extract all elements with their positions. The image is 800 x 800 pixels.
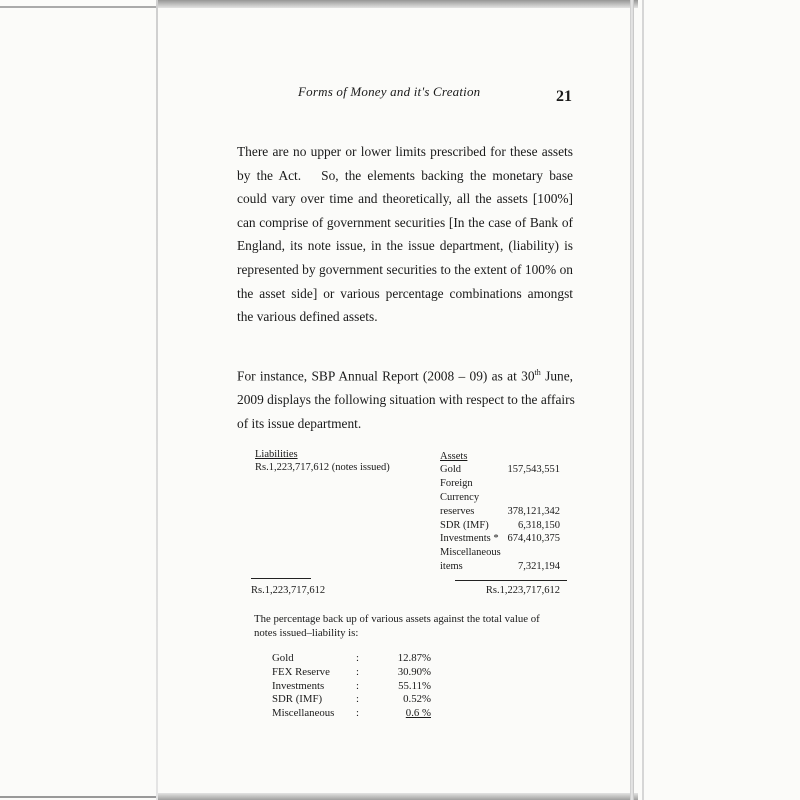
- body-paragraph: [237, 361, 573, 435]
- percentage-label: Investments: [272, 680, 325, 692]
- percentage-value: 12.87%: [397, 652, 431, 664]
- scan-shadow-top: [158, 0, 638, 8]
- percentage-colon: :: [356, 652, 359, 664]
- total-rule: [455, 580, 567, 581]
- paragraph-line: England, its note issue, in the issue department, (liability) is: [237, 238, 573, 254]
- paragraph-line: can comprise of government securities [In the case of Bank of: [237, 214, 573, 230]
- percentage-value: 30.90%: [397, 666, 431, 678]
- scan-edge-line: [0, 6, 158, 8]
- liabilities-heading: Liabilities: [255, 449, 298, 460]
- asset-label: SDR (IMF): [440, 520, 489, 531]
- asset-amount: 157,543,551: [507, 464, 560, 475]
- paragraph-line: the asset side] or various percentage combinations amongst: [237, 285, 573, 301]
- percentage-label: Gold: [272, 652, 294, 664]
- percentage-colon: :: [356, 707, 359, 719]
- page-number: 21: [556, 88, 572, 105]
- liabilities-value: Rs.1,223,717,612 (notes issued): [255, 462, 390, 473]
- paragraph-line: [237, 361, 573, 388]
- scan-edge-line: [0, 796, 158, 798]
- percentage-label: FEX Reserve: [272, 666, 330, 678]
- asset-amount: 7,321,194: [518, 561, 560, 572]
- superscript: th: [534, 368, 541, 377]
- running-head: Forms of Money and it's Creation: [298, 84, 481, 99]
- paragraph-line: the various defined assets.: [237, 309, 378, 325]
- percentage-value: 0.6 %: [405, 707, 431, 719]
- percentage-colon: :: [356, 693, 359, 705]
- total-rule: [251, 578, 311, 579]
- page-right-edge: [642, 0, 644, 800]
- paragraph-line: There are no upper or lower limits prescribed for these assets: [237, 144, 573, 159]
- paragraph-fragment: by the Act.: [237, 167, 302, 183]
- page-right-edge: [630, 0, 634, 800]
- percentage-label: SDR (IMF): [272, 693, 323, 705]
- paragraph-fragment: June,: [540, 368, 574, 384]
- asset-label: Miscellaneous: [440, 547, 501, 558]
- asset-label: reserves: [440, 506, 475, 517]
- paragraph-line: 2009 displays the following situation with respect to the affairs: [237, 392, 575, 408]
- paragraph-line: represented by government securities to the extent of 100% on: [237, 261, 573, 277]
- paragraph-fragment: For instance, SBP Annual Report (2008 – 09) as at 30: [237, 368, 535, 384]
- asset-label: Investments *: [440, 533, 499, 544]
- percentage-colon: :: [356, 680, 359, 692]
- percentage-intro: The percentage back up of various assets against the total value of notes issued–liability is:: [254, 613, 540, 639]
- assets-total: Rs.1,223,717,612: [485, 585, 560, 596]
- percentage-value: 0.52%: [403, 693, 431, 705]
- asset-label: Gold: [440, 464, 461, 475]
- scan-shadow-bottom: [158, 793, 638, 800]
- asset-amount: 674,410,375: [507, 533, 560, 544]
- paragraph-fragment: So, the elements backing the monetary base: [321, 167, 574, 183]
- paragraph-line: could vary over time and theoretically, all the assets [100%]: [237, 191, 573, 207]
- asset-amount: 378,121,342: [507, 506, 560, 517]
- body-paragraph: [237, 140, 573, 329]
- liabilities-total: Rs.1,223,717,612: [251, 585, 326, 596]
- asset-amount: 6,318,150: [518, 520, 560, 531]
- asset-label: Currency: [440, 492, 480, 503]
- asset-label: Foreign: [440, 478, 473, 489]
- assets-heading: Assets: [440, 451, 468, 462]
- percentage-label: Miscellaneous: [272, 707, 335, 719]
- page-left-edge: [156, 0, 158, 800]
- paragraph-line: of its issue department.: [237, 415, 362, 431]
- percentage-value: 55.11%: [398, 680, 431, 692]
- asset-label: items: [440, 561, 463, 572]
- paragraph-line: [237, 164, 573, 188]
- percentage-colon: :: [356, 666, 359, 678]
